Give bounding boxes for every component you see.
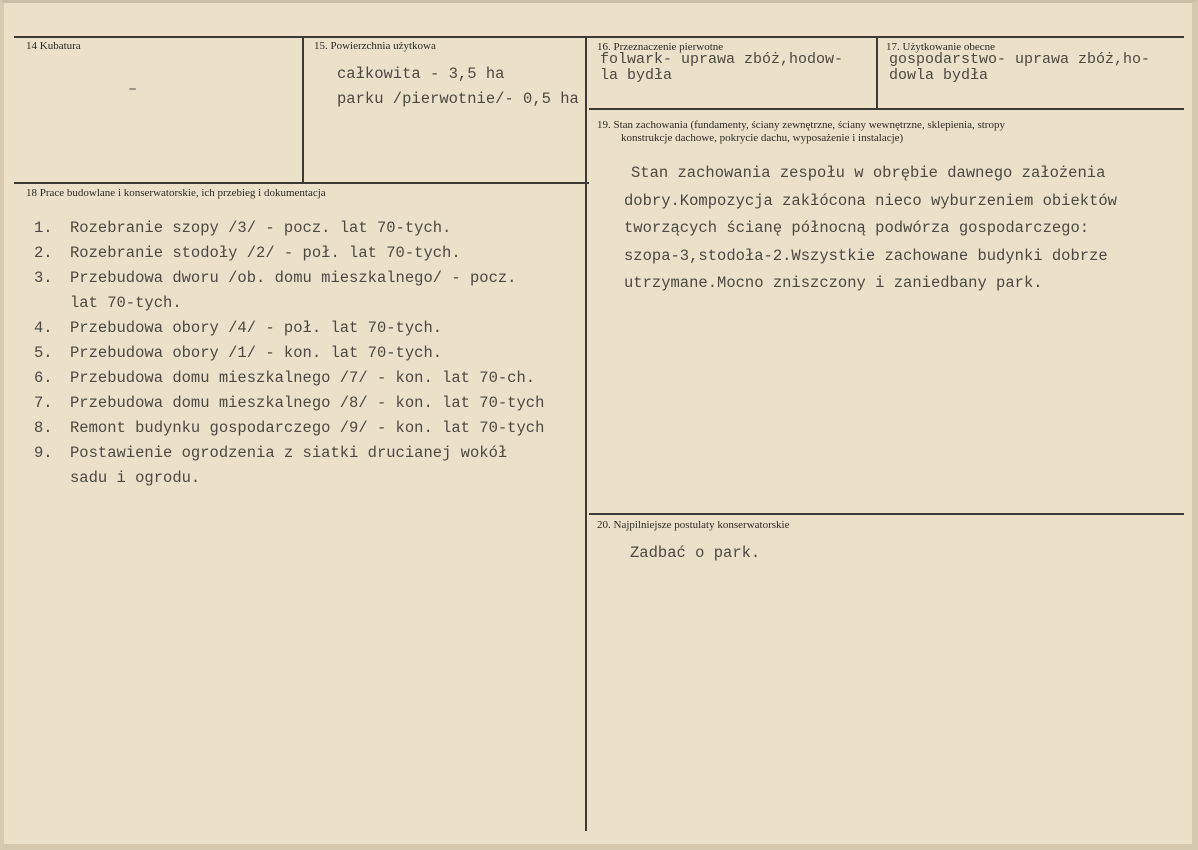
field-18-label: 18 Prace budowlane i konserwatorskie, ich przebieg i dokumentacja bbox=[26, 187, 326, 199]
work-item: 8. Remont budynku gospodarczego /9/ - kon. lat 70-tych bbox=[34, 419, 545, 437]
field-19-label-line-2: konstrukcje dachowe, pokrycie dachu, wyposażenie i instalacje) bbox=[621, 132, 904, 144]
field-17-line-1: gospodarstwo- uprawa zbóż,ho- bbox=[889, 51, 1151, 68]
top-rule bbox=[14, 36, 1184, 38]
divider-16-17 bbox=[876, 36, 878, 109]
field-16-line-1: folwark- uprawa zbóż,hodow- bbox=[600, 51, 844, 68]
field-17-line-2: dowla bydła bbox=[889, 67, 989, 84]
main-column-divider bbox=[585, 36, 587, 831]
field-15-line-2: parku /pierwotnie/- 0,5 ha bbox=[337, 90, 579, 108]
field-14-label: 14 Kubatura bbox=[26, 40, 81, 52]
field-18-work-list bbox=[34, 216, 544, 491]
field-15-line-1: całkowita - 3,5 ha bbox=[337, 65, 505, 83]
work-item: 3. Przebudowa dworu /ob. domu mieszkalnego/ - pocz. lat 70-tych. bbox=[34, 269, 517, 312]
work-item: 6. Przebudowa domu mieszkalnego /7/ - kon. lat 70-ch. bbox=[34, 369, 536, 387]
field-16-label: 16. Przeznaczenie pierwotne bbox=[597, 41, 724, 53]
field-15-label: 15. Powierzchnia użytkowa bbox=[314, 40, 436, 52]
field-14-value: – bbox=[128, 81, 138, 98]
field-20-text: Zadbać o park. bbox=[630, 544, 761, 562]
work-item: 4. Przebudowa obory /4/ - poł. lat 70-tych. bbox=[34, 319, 443, 337]
rule-above-20 bbox=[589, 513, 1184, 515]
rule-under-16-17 bbox=[589, 108, 1184, 110]
divider-14-15 bbox=[302, 36, 304, 182]
field-17-label: 17. Użytkowanie obecne bbox=[886, 41, 996, 53]
rule-above-18 bbox=[14, 182, 589, 184]
work-item: 2. Rozebranie stodoły /2/ - poł. lat 70-tych. bbox=[34, 244, 461, 262]
work-item: 9. Postawienie ogrodzenia z siatki drucianej wokół sadu i ogrodu. bbox=[34, 444, 508, 487]
work-item: 5. Przebudowa obory /1/ - kon. lat 70-tych. bbox=[34, 344, 443, 362]
field-20-label: 20. Najpilniejsze postulaty konserwatorskie bbox=[597, 519, 790, 531]
work-item: 1. Rozebranie szopy /3/ - pocz. lat 70-tych. bbox=[34, 219, 452, 237]
work-item: 7. Przebudowa domu mieszkalnego /8/ - kon. lat 70-tych bbox=[34, 394, 545, 412]
field-19-label-line-1: 19. Stan zachowania (fundamenty, ściany zewnętrzne, ściany wewnętrzne, sklepienia, stropy bbox=[597, 119, 1005, 131]
field-16-line-2: la bydła bbox=[600, 67, 673, 84]
field-19-condition-text: Stan zachowania zespołu w obrębie dawnego założenia dobry.Kompozycja zakłócona nieco wyburzeniem obiektów tworzących ścianę północną podwórza gospodarczego: szopa-3,stodoła-2.Wszystkie zachowane budynki dobrze utrzymane.Mocno zniszczony i zaniedbany park. bbox=[624, 164, 1117, 292]
